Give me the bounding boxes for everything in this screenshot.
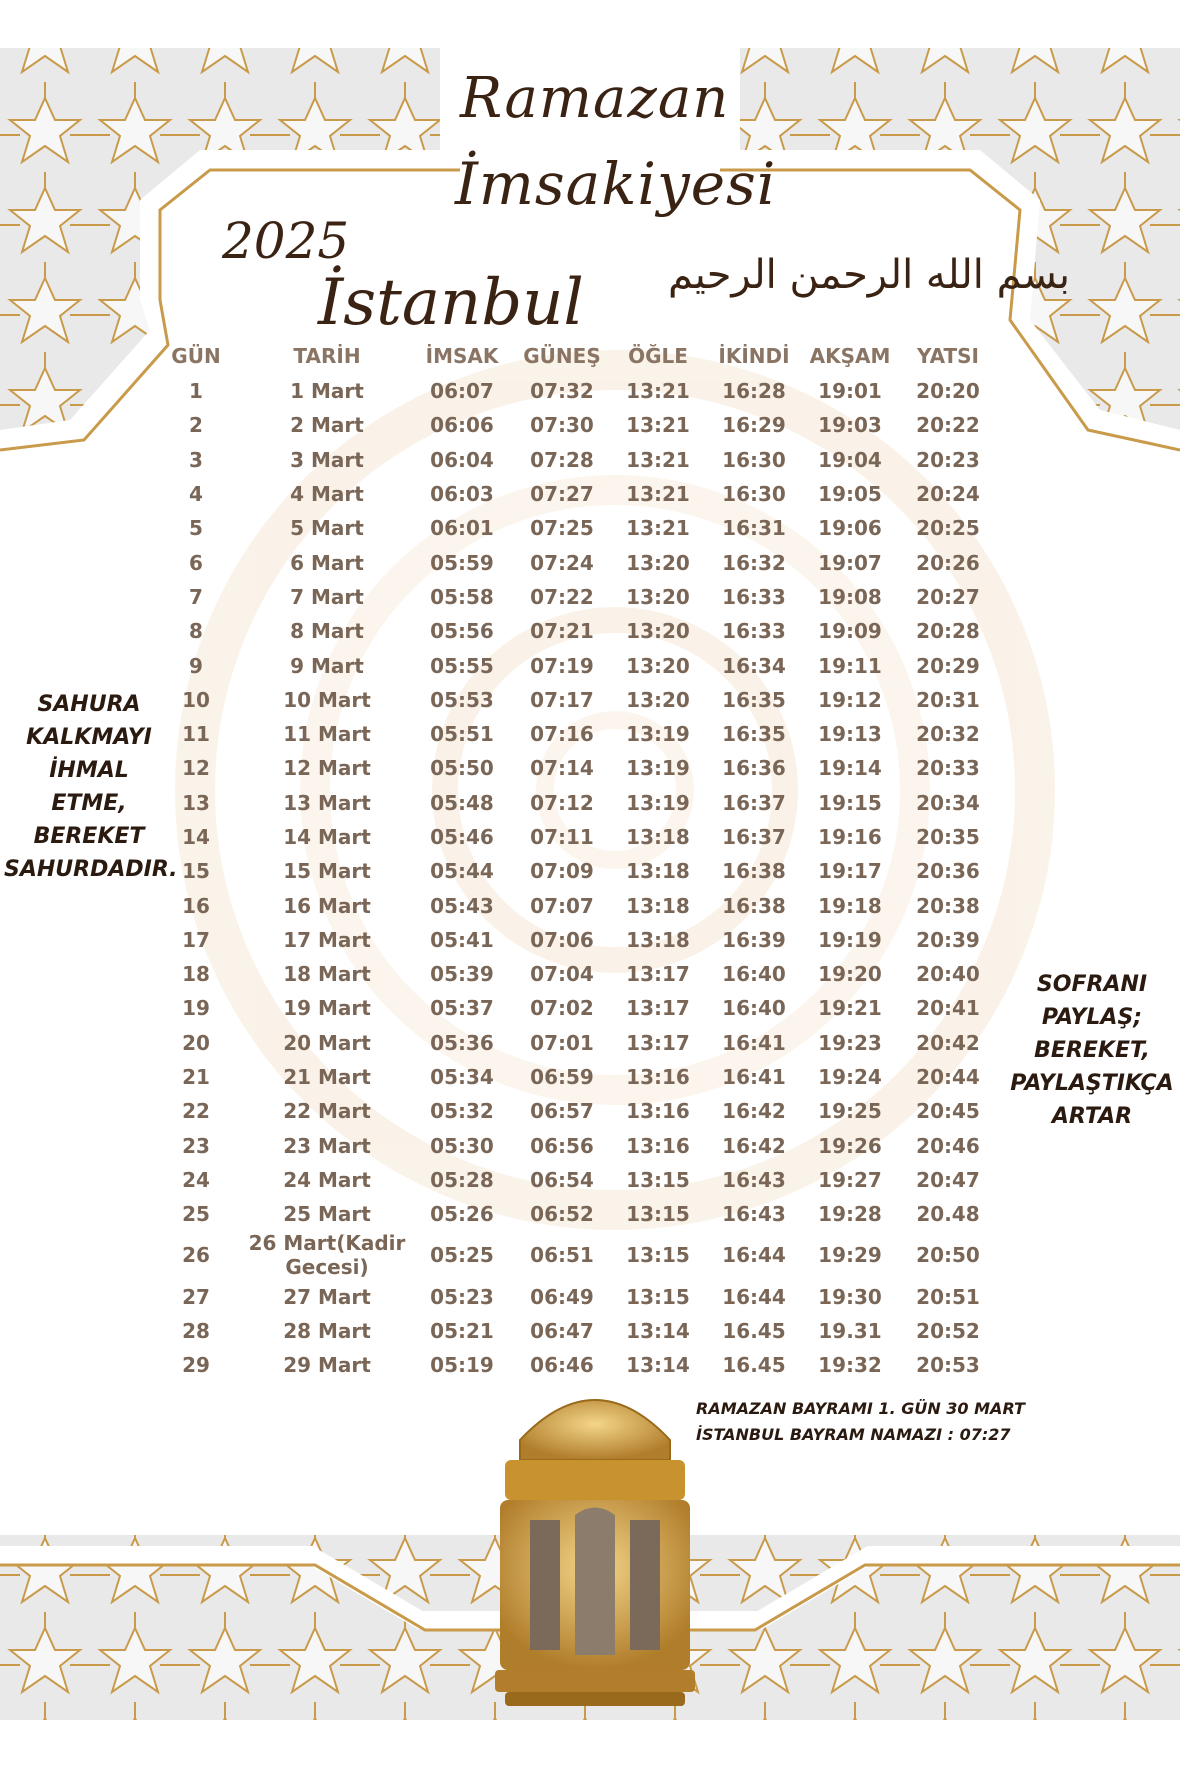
cell-imsak: 06:04 <box>430 447 494 472</box>
cell-aksam: 19:30 <box>818 1284 882 1309</box>
note-line: SAHURDADIR. <box>4 857 178 882</box>
cell-gun: 25 <box>182 1202 210 1227</box>
cell-tarih: 16 Mart <box>283 893 371 918</box>
cell-aksam: 19:15 <box>818 790 882 815</box>
cell-ikindi: 16:38 <box>722 859 786 884</box>
cell-gun: 24 <box>182 1167 210 1192</box>
cell-gunes: 07:21 <box>530 619 594 644</box>
cell-ikindi: 16:40 <box>722 962 786 987</box>
cell-aksam: 19:13 <box>818 722 882 747</box>
cell-ogle: 13:21 <box>626 447 690 472</box>
cell-ikindi: 16:44 <box>722 1284 786 1309</box>
cell-gun: 22 <box>182 1099 210 1124</box>
cell-aksam: 19:17 <box>818 859 882 884</box>
cell-ogle: 13:17 <box>626 996 690 1021</box>
cell-aksam: 19:28 <box>818 1202 882 1227</box>
year-label: 2025 <box>222 212 350 270</box>
cell-ikindi: 16:35 <box>722 687 786 712</box>
cell-imsak: 05:46 <box>430 825 494 849</box>
cell-gunes: 07:28 <box>530 447 594 472</box>
cell-tarih: 1 Mart <box>290 379 364 404</box>
cell-ikindi: 16:43 <box>722 1167 786 1192</box>
table-row <box>150 1314 1000 1348</box>
cell-imsak: 05:39 <box>430 962 494 987</box>
note-line: PAYLAŞ; <box>1041 1005 1143 1030</box>
table-row <box>150 786 1000 820</box>
cell-yatsi: 20:45 <box>916 1099 980 1124</box>
cell-ogle: 13:15 <box>626 1202 690 1227</box>
cell-tarih: 19 Mart <box>283 996 371 1021</box>
cell-imsak: 05:58 <box>430 584 494 609</box>
cell-yatsi: 20:20 <box>916 379 980 404</box>
cell-imsak: 05:44 <box>430 859 494 884</box>
cell-imsak: 05:36 <box>430 1030 494 1055</box>
cell-ogle: 13:16 <box>626 1099 690 1124</box>
cell-ogle: 13:20 <box>626 584 690 609</box>
cell-aksam: 19:27 <box>818 1167 882 1192</box>
cell-aksam: 19:25 <box>818 1099 882 1124</box>
cell-imsak: 05:48 <box>430 790 494 815</box>
cell-ogle: 13:15 <box>626 1284 690 1309</box>
cell-aksam: 19:26 <box>818 1133 882 1158</box>
city-label: İstanbul <box>318 266 584 340</box>
cell-tarih: 2 Mart <box>290 413 364 438</box>
cell-gunes: 07:25 <box>530 516 594 541</box>
cell-ogle: 13:14 <box>626 1318 690 1343</box>
cell-ikindi: 16:41 <box>722 1065 786 1090</box>
table-row <box>150 1094 1000 1128</box>
cell-tarih: 18 Mart <box>283 962 371 987</box>
table-header-row <box>150 338 1000 374</box>
cell-gun: 3 <box>189 447 203 472</box>
cell-gun: 16 <box>182 893 210 918</box>
cell-ogle: 13:20 <box>626 619 690 644</box>
cell-gun: 28 <box>182 1318 210 1343</box>
cell-imsak: 05:30 <box>430 1133 494 1158</box>
bayram-info <box>696 1396 1025 1448</box>
cell-gun: 27 <box>182 1284 210 1309</box>
cell-gunes: 07:01 <box>530 1030 594 1055</box>
cell-aksam: 19:32 <box>818 1353 882 1378</box>
cell-ogle: 13:20 <box>626 687 690 712</box>
cell-tarih: 12 Mart <box>283 756 371 781</box>
cell-gun: 13 <box>182 790 210 815</box>
cell-ikindi: 16:34 <box>722 653 786 678</box>
cell-yatsi: 20:23 <box>916 447 980 472</box>
table-row <box>150 957 1000 991</box>
table-row <box>150 1348 1000 1382</box>
cell-gunes: 07:19 <box>530 653 594 678</box>
cell-aksam: 19:07 <box>818 550 882 575</box>
cell-yatsi: 20:33 <box>916 756 980 781</box>
note-line: ARTAR <box>1051 1104 1133 1129</box>
cell-imsak: 05:41 <box>430 927 494 952</box>
cell-aksam: 19.31 <box>818 1318 882 1343</box>
cell-ikindi: 16.45 <box>722 1318 786 1343</box>
cell-imsak: 05:26 <box>430 1202 494 1227</box>
cell-tarih: 8 Mart <box>290 619 364 644</box>
table-row <box>150 477 1000 511</box>
cell-tarih: 22 Mart <box>283 1099 371 1124</box>
cell-gun: 5 <box>189 516 203 541</box>
bayram-prayer-time: İSTANBUL BAYRAM NAMAZI : 07:27 <box>696 1425 1011 1444</box>
cell-tarih: 24 Mart <box>283 1167 371 1192</box>
cell-tarih: 26 Mart(Kadir Gecesi) <box>248 1231 406 1280</box>
cell-ogle: 13:18 <box>626 927 690 952</box>
cell-yatsi: 20:42 <box>916 1030 980 1055</box>
cell-gunes: 07:14 <box>530 756 594 781</box>
table-row <box>150 408 1000 442</box>
cell-aksam: 19:12 <box>818 687 882 712</box>
table-row <box>150 1026 1000 1060</box>
top-margin <box>0 0 1180 48</box>
cell-gun: 1 <box>189 379 203 404</box>
cell-yatsi: 20:46 <box>916 1133 980 1158</box>
cell-yatsi: 20:52 <box>916 1318 980 1343</box>
cell-ogle: 13:14 <box>626 1353 690 1378</box>
cell-gunes: 07:17 <box>530 687 594 712</box>
cell-yatsi: 20:32 <box>916 722 980 747</box>
cell-ogle: 13:18 <box>626 825 690 849</box>
col-header-gunes: GÜNEŞ <box>523 344 601 368</box>
cell-yatsi: 20:38 <box>916 893 980 918</box>
cell-tarih: 7 Mart <box>290 584 364 609</box>
table-row <box>150 717 1000 751</box>
cell-gun: 23 <box>182 1133 210 1158</box>
cell-gun: 9 <box>189 653 203 678</box>
cell-aksam: 19:14 <box>818 756 882 781</box>
table-row <box>150 580 1000 614</box>
cell-gunes: 07:11 <box>530 825 594 849</box>
cell-ikindi: 16:31 <box>722 516 786 541</box>
cell-gunes: 07:32 <box>530 379 594 404</box>
cell-ogle: 13:21 <box>626 482 690 507</box>
cell-gunes: 06:59 <box>530 1065 594 1090</box>
cell-gunes: 07:02 <box>530 996 594 1021</box>
cell-gunes: 06:52 <box>530 1202 594 1227</box>
bayram-date: RAMAZAN BAYRAMI 1. GÜN 30 MART <box>696 1399 1025 1418</box>
cell-tarih: 20 Mart <box>283 1030 371 1055</box>
table-row <box>150 1060 1000 1094</box>
cell-imsak: 05:23 <box>430 1284 494 1309</box>
cell-gun: 20 <box>182 1030 210 1055</box>
cell-yatsi: 20:53 <box>916 1353 980 1378</box>
cell-ogle: 13:15 <box>626 1243 690 1268</box>
cell-imsak: 05:37 <box>430 996 494 1021</box>
cell-ogle: 13:20 <box>626 550 690 575</box>
cell-gunes: 07:07 <box>530 893 594 918</box>
cell-gunes: 07:30 <box>530 413 594 438</box>
cell-ogle: 13:20 <box>626 653 690 678</box>
title-line-2: İmsakiyesi <box>455 150 777 218</box>
cell-aksam: 19:20 <box>818 962 882 987</box>
sofra-note <box>1006 968 1178 1133</box>
title-line-1: Ramazan <box>460 66 730 131</box>
cell-yatsi: 20:35 <box>916 825 980 849</box>
cell-ogle: 13:21 <box>626 516 690 541</box>
col-header-imsak: İMSAK <box>425 344 499 368</box>
note-line: BEREKET, <box>1034 1038 1150 1063</box>
cell-aksam: 19:29 <box>818 1243 882 1268</box>
cell-ogle: 13:16 <box>626 1065 690 1090</box>
cell-gun: 18 <box>182 962 210 987</box>
cell-imsak: 05:50 <box>430 756 494 781</box>
cell-tarih: 14 Mart <box>283 825 371 849</box>
table-row <box>150 854 1000 888</box>
cell-aksam: 19:08 <box>818 584 882 609</box>
cell-ogle: 13:19 <box>626 790 690 815</box>
cell-tarih: 10 Mart <box>283 687 371 712</box>
note-line: SAHURA <box>37 692 141 717</box>
cell-ikindi: 16:38 <box>722 893 786 918</box>
cell-imsak: 05:51 <box>430 722 494 747</box>
cell-tarih: 17 Mart <box>283 927 371 952</box>
cell-ikindi: 16:30 <box>722 447 786 472</box>
cell-yatsi: 20:51 <box>916 1284 980 1309</box>
cell-tarih: 28 Mart <box>283 1318 371 1343</box>
cell-gunes: 07:12 <box>530 790 594 815</box>
table-row <box>150 614 1000 648</box>
table-row <box>150 1279 1000 1313</box>
cell-tarih: 9 Mart <box>290 653 364 678</box>
cell-imsak: 06:03 <box>430 482 494 507</box>
cell-ikindi: 16:42 <box>722 1133 786 1158</box>
cell-ikindi: 16:28 <box>722 379 786 404</box>
cell-imsak: 06:07 <box>430 379 494 404</box>
note-line: ETME, <box>51 791 127 816</box>
cell-aksam: 19:04 <box>818 447 882 472</box>
cell-tarih: 5 Mart <box>290 516 364 541</box>
cell-ogle: 13:19 <box>626 756 690 781</box>
cell-imsak: 05:59 <box>430 550 494 575</box>
cell-tarih: 23 Mart <box>283 1133 371 1158</box>
cell-ikindi: 16:39 <box>722 927 786 952</box>
cell-imsak: 05:25 <box>430 1243 494 1268</box>
cell-gun: 17 <box>182 927 210 952</box>
cell-gunes: 07:27 <box>530 482 594 507</box>
cell-imsak: 05:28 <box>430 1167 494 1192</box>
cell-yatsi: 20:40 <box>916 962 980 987</box>
cell-yatsi: 20:29 <box>916 653 980 678</box>
table-row <box>150 1163 1000 1197</box>
cell-gun: 7 <box>189 584 203 609</box>
cell-aksam: 19:11 <box>818 653 882 678</box>
cell-ogle: 13:15 <box>626 1167 690 1192</box>
cell-gunes: 07:22 <box>530 584 594 609</box>
cell-ikindi: 16:36 <box>722 756 786 781</box>
cell-ogle: 13:17 <box>626 962 690 987</box>
cell-gunes: 07:24 <box>530 550 594 575</box>
cell-aksam: 19:19 <box>818 927 882 952</box>
cell-yatsi: 20:44 <box>916 1065 980 1090</box>
cell-aksam: 19:05 <box>818 482 882 507</box>
cell-imsak: 05:43 <box>430 893 494 918</box>
cell-ikindi: 16:33 <box>722 619 786 644</box>
table-row <box>150 751 1000 785</box>
cell-imsak: 05:32 <box>430 1099 494 1124</box>
cell-imsak: 05:34 <box>430 1065 494 1090</box>
cell-gun: 11 <box>182 722 210 747</box>
table-row <box>150 923 1000 957</box>
cell-yatsi: 20:26 <box>916 550 980 575</box>
cell-ogle: 13:16 <box>626 1133 690 1158</box>
cell-ogle: 13:21 <box>626 413 690 438</box>
table-row <box>150 648 1000 682</box>
cell-yatsi: 20:27 <box>916 584 980 609</box>
table-row <box>150 1197 1000 1231</box>
cell-ikindi: 16:40 <box>722 996 786 1021</box>
cell-aksam: 19:18 <box>818 893 882 918</box>
cell-yatsi: 20:36 <box>916 859 980 884</box>
cell-tarih: 27 Mart <box>283 1284 371 1309</box>
cell-gunes: 06:51 <box>530 1243 594 1268</box>
table-row <box>150 1129 1000 1163</box>
cell-ikindi: 16:35 <box>722 722 786 747</box>
cell-imsak: 05:55 <box>430 653 494 678</box>
cell-yatsi: 20:41 <box>916 996 980 1021</box>
note-line: KALKMAYI <box>26 725 152 750</box>
cell-imsak: 05:53 <box>430 687 494 712</box>
cell-ikindi: 16:44 <box>722 1243 786 1268</box>
cell-ikindi: 16:42 <box>722 1099 786 1124</box>
cell-gun: 19 <box>182 996 210 1021</box>
table-row <box>150 545 1000 579</box>
cell-ikindi: 16:37 <box>722 825 786 849</box>
cell-gunes: 07:06 <box>530 927 594 952</box>
cell-aksam: 19:01 <box>818 379 882 404</box>
cell-yatsi: 20:34 <box>916 790 980 815</box>
cell-gunes: 06:57 <box>530 1099 594 1124</box>
cell-aksam: 19:24 <box>818 1065 882 1090</box>
cell-yatsi: 20.48 <box>916 1202 980 1227</box>
col-header-ikindi: İKİNDİ <box>718 344 790 368</box>
cell-ikindi: 16:33 <box>722 584 786 609</box>
cell-gun: 14 <box>182 825 210 849</box>
cell-tarih: 21 Mart <box>283 1065 371 1090</box>
note-line: BEREKET <box>33 824 145 849</box>
table-row <box>150 888 1000 922</box>
cell-yatsi: 20:22 <box>916 413 980 438</box>
cell-ikindi: 16:37 <box>722 790 786 815</box>
cell-ikindi: 16:32 <box>722 550 786 575</box>
table-row <box>150 511 1000 545</box>
cell-ikindi: 16:43 <box>722 1202 786 1227</box>
cell-gunes: 07:16 <box>530 722 594 747</box>
basmala-calligraphy: بسم الله الرحمن الرحيم <box>668 252 1071 298</box>
cell-tarih: 15 Mart <box>283 859 371 884</box>
col-header-tarih: TARİH <box>293 344 361 368</box>
note-line: SOFRANI <box>1036 972 1148 997</box>
col-header-ogle: ÖĞLE <box>628 344 688 368</box>
table-row <box>150 820 1000 854</box>
cell-imsak: 06:01 <box>430 516 494 541</box>
cell-imsak: 05:21 <box>430 1318 494 1343</box>
cell-imsak: 05:56 <box>430 619 494 644</box>
cell-gun: 4 <box>189 482 203 507</box>
col-header-yatsi: YATSI <box>917 344 979 368</box>
cell-gunes: 06:49 <box>530 1284 594 1309</box>
cell-gunes: 06:47 <box>530 1318 594 1343</box>
table-row <box>150 1231 1000 1279</box>
cell-gunes: 07:09 <box>530 859 594 884</box>
cell-tarih: 11 Mart <box>283 722 371 747</box>
cell-tarih: 4 Mart <box>290 482 364 507</box>
cell-aksam: 19:03 <box>818 413 882 438</box>
cell-gun: 26 <box>182 1243 210 1268</box>
cell-gunes: 06:54 <box>530 1167 594 1192</box>
cell-tarih: 6 Mart <box>290 550 364 575</box>
cell-aksam: 19:16 <box>818 825 882 849</box>
cell-tarih: 29 Mart <box>283 1353 371 1378</box>
cell-yatsi: 20:25 <box>916 516 980 541</box>
cell-yatsi: 20:47 <box>916 1167 980 1192</box>
cell-gun: 12 <box>182 756 210 781</box>
cell-gun: 8 <box>189 619 203 644</box>
cell-ikindi: 16:29 <box>722 413 786 438</box>
cell-ikindi: 16:41 <box>722 1030 786 1055</box>
note-line: İHMAL <box>49 758 129 783</box>
cell-ogle: 13:19 <box>626 722 690 747</box>
col-header-gun: GÜN <box>171 344 221 368</box>
cell-gunes: 06:56 <box>530 1133 594 1158</box>
cell-ogle: 13:21 <box>626 379 690 404</box>
cell-imsak: 05:19 <box>430 1353 494 1378</box>
cell-gun: 10 <box>182 687 210 712</box>
table-row <box>150 443 1000 477</box>
note-line: PAYLAŞTIKÇA <box>1010 1071 1174 1096</box>
cell-gunes: 07:04 <box>530 962 594 987</box>
cell-aksam: 19:09 <box>818 619 882 644</box>
lantern-icon <box>495 1400 695 1706</box>
cell-ikindi: 16:30 <box>722 482 786 507</box>
cell-tarih: 13 Mart <box>283 790 371 815</box>
prayer-times-table <box>150 338 1000 1382</box>
cell-tarih: 3 Mart <box>290 447 364 472</box>
cell-gun: 15 <box>182 859 210 884</box>
cell-yatsi: 20:50 <box>916 1243 980 1268</box>
col-header-aksam: AKŞAM <box>809 344 891 368</box>
cell-yatsi: 20:24 <box>916 482 980 507</box>
cell-imsak: 06:06 <box>430 413 494 438</box>
table-row <box>150 374 1000 408</box>
cell-yatsi: 20:39 <box>916 927 980 952</box>
cell-gun: 2 <box>189 413 203 438</box>
cell-ogle: 13:17 <box>626 1030 690 1055</box>
cell-gun: 29 <box>182 1353 210 1378</box>
cell-ogle: 13:18 <box>626 859 690 884</box>
cell-ogle: 13:18 <box>626 893 690 918</box>
cell-yatsi: 20:31 <box>916 687 980 712</box>
cell-tarih: 25 Mart <box>283 1202 371 1227</box>
cell-ikindi: 16.45 <box>722 1353 786 1378</box>
cell-aksam: 19:06 <box>818 516 882 541</box>
cell-aksam: 19:21 <box>818 996 882 1021</box>
cell-gun: 21 <box>182 1065 210 1090</box>
sahur-note <box>4 688 178 886</box>
table-row <box>150 991 1000 1025</box>
table-row <box>150 683 1000 717</box>
cell-gun: 6 <box>189 550 203 575</box>
cell-aksam: 19:23 <box>818 1030 882 1055</box>
cell-yatsi: 20:28 <box>916 619 980 644</box>
cell-gunes: 06:46 <box>530 1353 594 1378</box>
